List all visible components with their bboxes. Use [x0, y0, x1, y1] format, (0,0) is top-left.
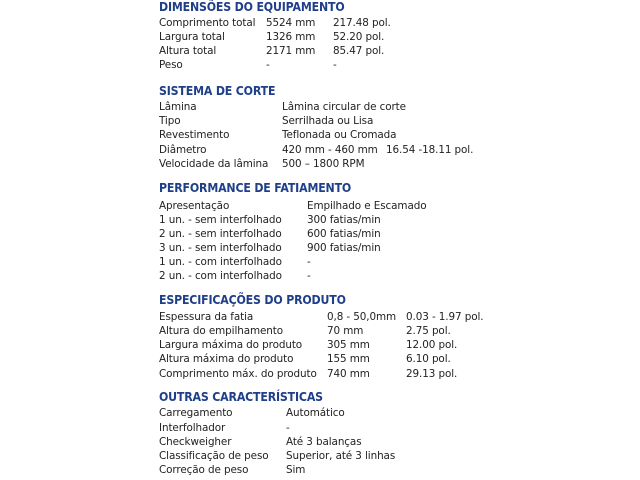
spec-row: [0, 16, 640, 30]
spec-row: [0, 255, 640, 269]
spec-label: 1 un. - sem interfolhado: [159, 214, 282, 226]
spec-label: 2 un. - sem interfolhado: [159, 228, 282, 240]
spec-value-imperial: 6.10 pol.: [406, 353, 451, 365]
spec-row: [0, 114, 640, 128]
section-title-produto: ESPECIFICAÇÕES DO PRODUTO: [159, 292, 346, 307]
spec-value: Serrilhada ou Lisa: [282, 115, 374, 127]
spec-row: [0, 421, 640, 435]
spec-label: Apresentação: [159, 200, 230, 212]
spec-row: [0, 58, 640, 72]
spec-label: Carregamento: [159, 407, 233, 419]
spec-value-metric: 740 mm: [327, 368, 370, 380]
spec-row: [0, 435, 640, 449]
section-title-dimensoes: DIMENSÕES DO EQUIPAMENTO: [159, 0, 345, 14]
spec-value-imperial: 16.54 -18.11 pol.: [386, 144, 474, 156]
spec-label: Checkweigher: [159, 436, 232, 448]
spec-label: Lâmina: [159, 101, 197, 113]
spec-value-imperial: 0.03 - 1.97 pol.: [406, 311, 484, 323]
spec-value: Teflonada ou Cromada: [282, 129, 397, 141]
spec-label: Diâmetro: [159, 144, 207, 156]
spec-value-metric: 0,8 - 50,0mm: [327, 311, 397, 323]
spec-value-metric: 70 mm: [327, 325, 364, 337]
spec-label: Altura máxima do produto: [159, 353, 294, 365]
spec-value-imperial: 29.13 pol.: [406, 368, 458, 380]
spec-label: Revestimento: [159, 129, 230, 141]
spec-row: [0, 310, 640, 324]
spec-value: 420 mm - 460 mm: [282, 144, 378, 156]
section-title-fatiamento: PERFORMANCE DE FATIAMENTO: [159, 180, 352, 195]
spec-label: Espessura da fatia: [159, 311, 254, 323]
spec-label: Comprimento total: [159, 17, 256, 29]
spec-row: [0, 463, 640, 477]
spec-row: [0, 338, 640, 352]
spec-value-metric: -: [266, 59, 270, 71]
spec-value: Lâmina circular de corte: [282, 101, 406, 113]
spec-value-metric: 155 mm: [327, 353, 370, 365]
spec-row: [0, 241, 640, 255]
spec-value: -: [286, 422, 290, 434]
spec-label: Peso: [159, 59, 183, 71]
spec-value-imperial: 2.75 pol.: [406, 325, 451, 337]
spec-row: [0, 199, 640, 213]
spec-row: [0, 100, 640, 114]
spec-row: [0, 324, 640, 338]
spec-value: Empilhado e Escamado: [307, 200, 427, 212]
spec-row: [0, 30, 640, 44]
spec-value-imperial: -: [333, 59, 337, 71]
spec-value-imperial: 12.00 pol.: [406, 339, 458, 351]
spec-label: 1 un. - com interfolhado: [159, 256, 282, 268]
spec-value: Sim: [286, 464, 306, 476]
spec-label: Largura total: [159, 31, 225, 43]
spec-label: Correção de peso: [159, 464, 249, 476]
spec-row: [0, 352, 640, 366]
spec-label: Tipo: [159, 115, 181, 127]
spec-value-metric: 2171 mm: [266, 45, 316, 57]
spec-label: Velocidade da lâmina: [159, 158, 269, 170]
spec-value: 500 – 1800 RPM: [282, 158, 365, 170]
spec-label: Altura total: [159, 45, 217, 57]
spec-value-metric: 5524 mm: [266, 17, 316, 29]
section-title-corte: SISTEMA DE CORTE: [159, 83, 276, 98]
spec-row: [0, 449, 640, 463]
spec-row: [0, 44, 640, 58]
spec-label: Largura máxima do produto: [159, 339, 303, 351]
spec-row: [0, 269, 640, 283]
spec-row: [0, 157, 640, 171]
spec-label: Comprimento máx. do produto: [159, 368, 317, 380]
spec-label: Altura do empilhamento: [159, 325, 284, 337]
spec-value: -: [307, 270, 311, 282]
spec-row: [0, 406, 640, 420]
spec-value: -: [307, 256, 311, 268]
spec-value-metric: 305 mm: [327, 339, 370, 351]
spec-value-metric: 1326 mm: [266, 31, 316, 43]
spec-value: Até 3 balanças: [286, 436, 362, 448]
spec-label: Classificação de peso: [159, 450, 269, 462]
spec-value: 900 fatias/min: [307, 242, 381, 254]
section-title-outras: OUTRAS CARACTERÍSTICAS: [159, 389, 323, 404]
spec-value-imperial: 217.48 pol.: [333, 17, 391, 29]
spec-value: Automático: [286, 407, 345, 419]
spec-value-imperial: 52.20 pol.: [333, 31, 385, 43]
spec-value-imperial: 85.47 pol.: [333, 45, 385, 57]
spec-row: [0, 367, 640, 381]
spec-row: [0, 213, 640, 227]
spec-row: [0, 227, 640, 241]
spec-row: [0, 143, 640, 157]
spec-label: 3 un. - sem interfolhado: [159, 242, 282, 254]
spec-value: 300 fatias/min: [307, 214, 381, 226]
spec-label: Interfolhador: [159, 422, 226, 434]
spec-value: Superior, até 3 linhas: [286, 450, 396, 462]
spec-row: [0, 128, 640, 142]
spec-value: 600 fatias/min: [307, 228, 381, 240]
spec-label: 2 un. - com interfolhado: [159, 270, 282, 282]
